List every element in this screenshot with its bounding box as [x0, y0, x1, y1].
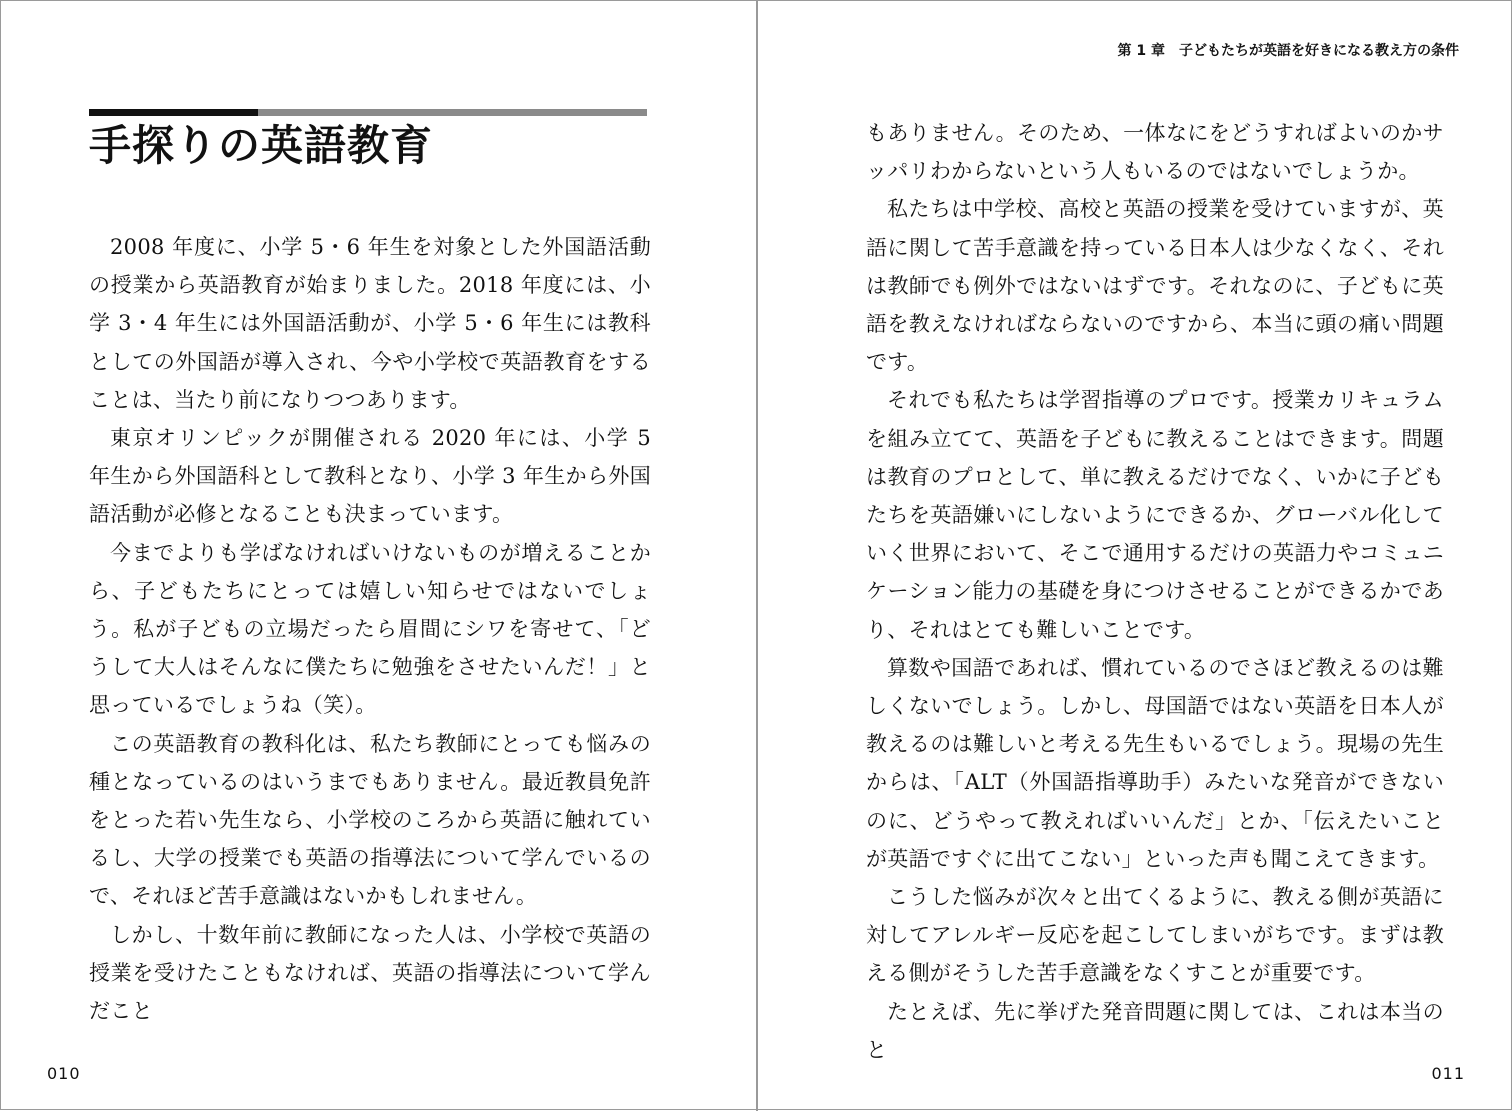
paragraph: 算数や国語であれば、慣れているのでさほど教えるのは難しくないでしょう。しかし、母国語ではない英語を日本人が教えるのは難しいと考える先生もいるでしょう。現場の先生からは、「ALT（外国語指導助手）みたいな発音ができないのに、どうやって教えればいいんだ」とか、「伝えたいことが英語ですぐに出てこない」といった声も聞こえてきます。: [866, 655, 1444, 871]
paragraph: しかし、十数年前に教師になった人は、小学校で英語の授業を受けたこともなければ、英語の指導法について学んだこと: [89, 922, 651, 1024]
paragraph: 私たちは中学校、高校と英語の授業を受けていますが、英語に関して苦手意識を持っている日本人は少なくなく、それは教師でも例外ではないはずです。それなのに、子どもに英語を教えなければならないのですから、本当に頭の痛い問題です。: [866, 197, 1444, 375]
left-page: [1, 1, 757, 1111]
right-page: [757, 1, 1512, 1111]
paragraph-continued: もありません。そのため、一体なにをどうすればよいのかサッパリわからないという人もいるのではないでしょうか。: [866, 121, 1444, 184]
paragraph: それでも私たちは学習指導のプロです。授業カリキュラムを組み立てて、英語を子どもに教えることはできます。問題は教育のプロとして、単に教えるだけでなく、いかに子どもたちを英語嫌いにしないようにできるか、グローバル化していく世界において、そこで通用するだけの英語力やコミュニケーション能力の基礎を身につけさせることができるかであり、それはとても難しいことです。: [866, 388, 1444, 642]
left-body-text: [89, 228, 651, 1030]
paragraph: 東京オリンピックが開催される 2020 年には、小学 5 年生から外国語科として教科となり、小学 3 年生から外国語活動が必修となることも決まっています。: [89, 426, 651, 527]
paragraph: この英語教育の教科化は、私たち教師にとっても悩みの種となっているのはいうまでもありません。最近教員免許をとった若い先生なら、小学校のころから英語に触れているし、大学の授業でも英語の指導法について学んでいるので、それほど苦手意識はないかもしれません。: [89, 731, 651, 909]
page-number-left: 010: [47, 1064, 81, 1083]
running-head: 第 1 章 子どもたちが英語を好きになる教え方の条件: [1117, 43, 1459, 59]
paragraph: 今までよりも学ばなければいけないものが増えることから、子どもたちにとっては嬉しい知らせではないでしょう。私が子どもの立場だったら眉間にシワを寄せて、「どうして大人はそんなに僕たちに勉強をさせたいんだ！」と思っているでしょうね（笑）。: [89, 540, 651, 718]
paragraph: 2008 年度に、小学 5・6 年生を対象とした外国語活動の授業から英語教育が始まりました。2018 年度には、小学 3・4 年生には外国語活動が、小学 5・6 年生には教科としての外国語が導入され、今や小学校で英語教育をすることは、当たり前になりつつあります。: [89, 235, 651, 412]
right-body-text: [866, 114, 1444, 1069]
title-rule-accent: [89, 109, 258, 116]
page-number-right: 011: [1431, 1064, 1465, 1083]
title-rule: [89, 109, 647, 116]
paragraph: たとえば、先に挙げた発音問題に関しては、これは本当のと: [866, 999, 1444, 1062]
paragraph: こうした悩みが次々と出てくるように、教える側が英語に対してアレルギー反応を起こしてしまいがちです。まずは教える側がそうした苦手意識をなくすことが重要です。: [866, 885, 1444, 986]
section-title: 手探りの英語教育: [89, 121, 434, 170]
